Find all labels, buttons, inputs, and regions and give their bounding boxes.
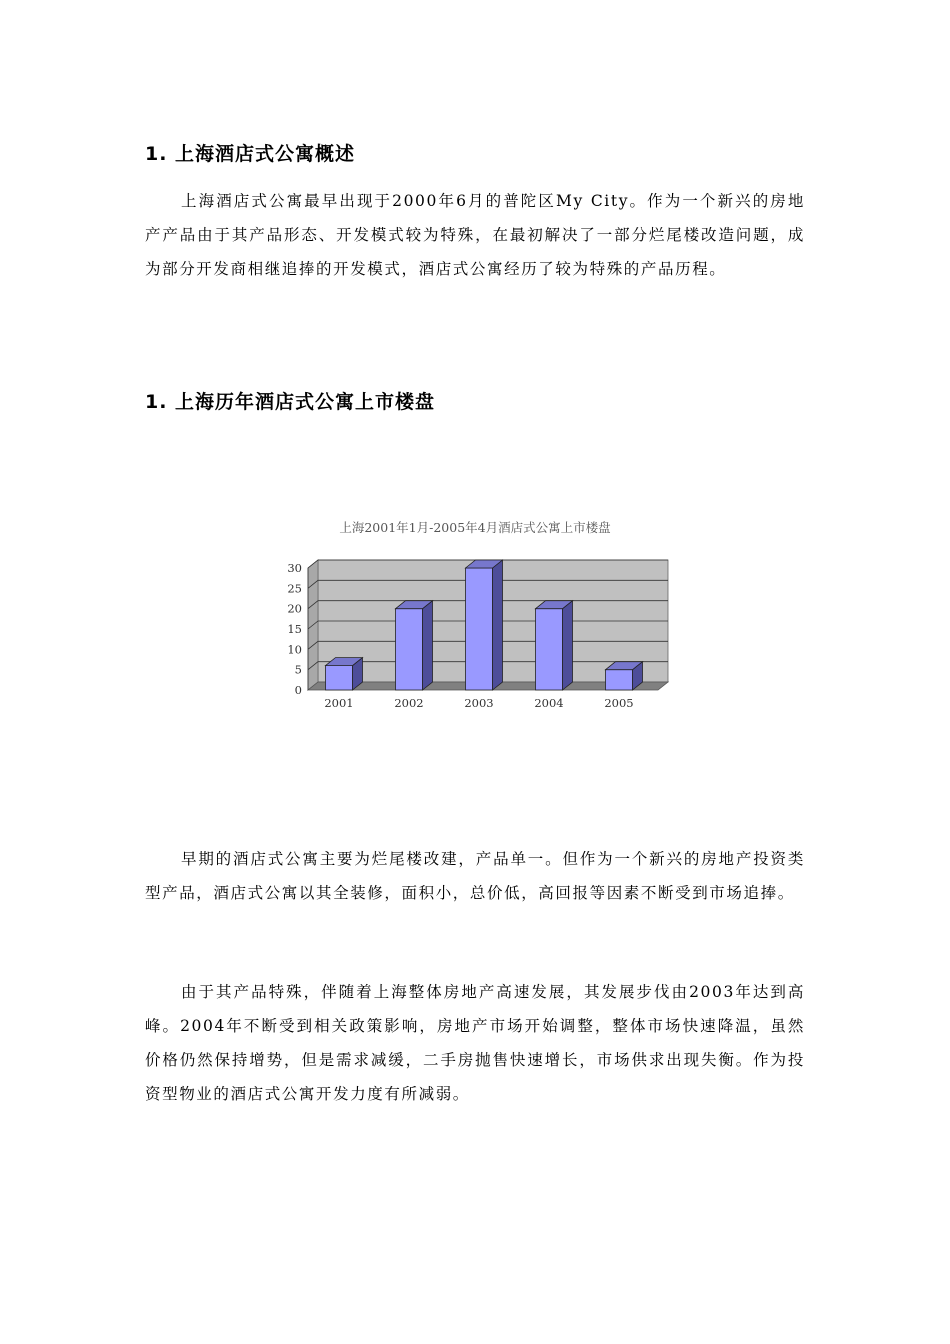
y-tick-label: 20 [287,601,302,616]
y-tick-label: 0 [294,683,302,697]
x-tick-label: 2004 [534,696,564,710]
bar-front [466,568,493,690]
bar-side [423,601,433,690]
bar-front [606,670,633,690]
bar-side [493,560,503,690]
y-tick-label: 30 [287,561,302,575]
x-tick-label: 2001 [324,696,354,710]
x-tick-label: 2005 [604,696,634,710]
early-history-paragraph: 早期的酒店式公寓主要为烂尾楼改建，产品单一。但作为一个新兴的房地产投资类型产品，酒店式公寓以其全装修，面积小，总价低，高回报等因素不断受到市场追捧。 [145,850,805,902]
market-development-paragraph: 由于其产品特殊，伴随着上海整体房地产高速发展，其发展步伐由2003年达到高峰。2004年不断受到相关政策影响，房地产市场开始调整，整体市场快速降温，虽然价格仍然保持增势，但是需求减缓，二手房抛售快速增长，市场供求出现失衡。作为投资型物业的酒店式公寓开发力度有所减弱。 [145,983,805,1103]
y-tick-label: 5 [294,662,302,677]
overview-paragraph: 上海酒店式公寓最早出现于2000年6月的普陀区My City。作为一个新兴的房地产产品由于其产品形态、开发模式较为特殊，在最初解决了一部分烂尾楼改造问题，成为部分开发商相继追捧的开发模式，酒店式公寓经历了较为特殊的产品历程。 [145,192,805,278]
listings-bar-chart [280,512,680,717]
bar-side [563,601,573,690]
bar-front [396,609,423,690]
bar-front [326,666,353,690]
y-tick-label: 10 [287,642,302,657]
chart-plot-area [287,560,668,710]
x-tick-label: 2002 [394,696,424,710]
y-tick-label: 25 [287,581,302,596]
x-tick-label: 2003 [464,696,494,710]
chart-title: 上海2001年1月-2005年4月酒店式公寓上市楼盘 [339,520,611,535]
section-heading-listings: 1. 上海历年酒店式公寓上市楼盘 [145,391,436,413]
y-tick-label: 15 [287,622,302,636]
section-heading-overview: 1. 上海酒店式公寓概述 [145,143,356,165]
bar-front [536,609,563,690]
